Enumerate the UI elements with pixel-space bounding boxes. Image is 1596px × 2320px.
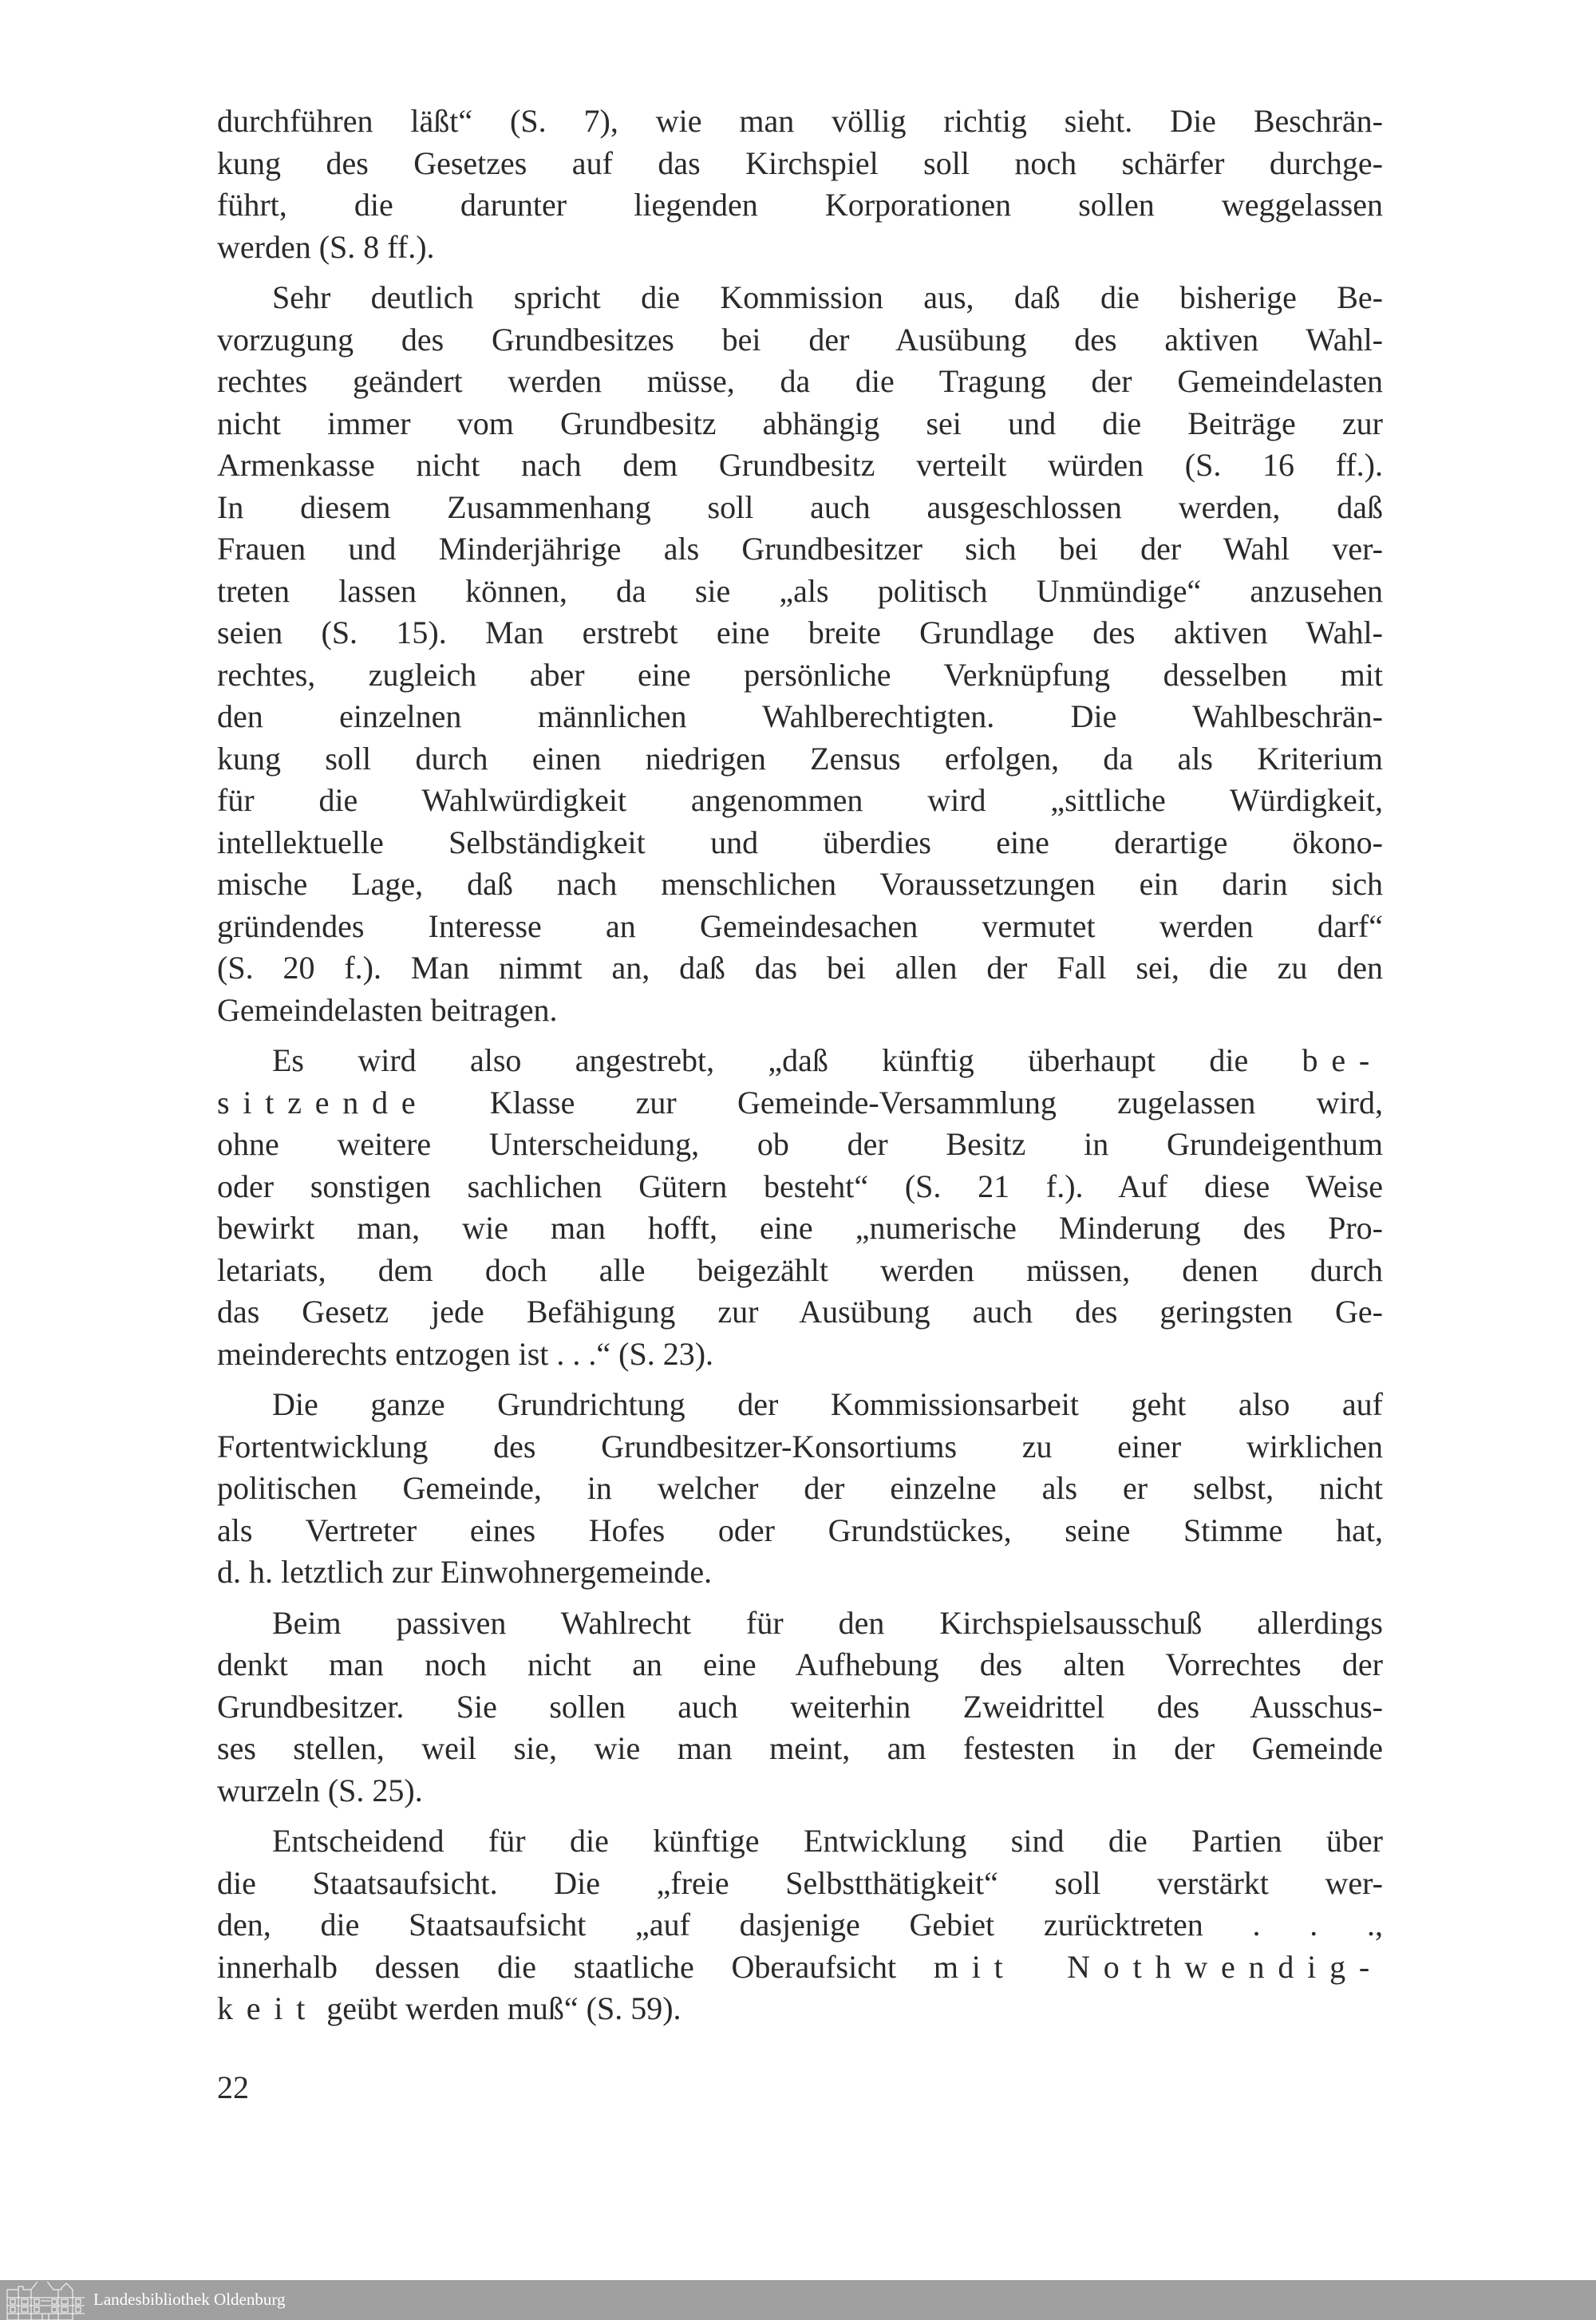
text-line [217, 1384, 1383, 1426]
text-segment: den, die Staatsaufsicht „auf dasjenige Gebiet zurücktreten . . ., [217, 1907, 1383, 1943]
text-segment: seien (S. 15). Man erstrebt eine breite Grundlage des aktiven Wahl- [217, 615, 1383, 650]
text-line [217, 1291, 1383, 1334]
text-line [217, 1166, 1383, 1208]
text-segment: Entscheidend für die künftige Entwicklung sind die Partien über [272, 1823, 1383, 1859]
text-line [217, 1770, 1383, 1812]
text-segment: durchführen läßt“ (S. 7), wie man völlig richtig sieht. Die Beschrän- [217, 103, 1383, 139]
text-segment: treten lassen können, da sie „als politisch Unmündige“ anzusehen [217, 572, 1383, 609]
text-line [217, 864, 1383, 906]
text-line [217, 184, 1383, 227]
text-line [217, 990, 1383, 1032]
paragraph [217, 1384, 1383, 1594]
text-segment: nicht immer vom Grundbesitz abhängig sei und die Beiträge zur [217, 405, 1383, 441]
text-segment: kung soll durch einen niedrigen Zensus erfolgen, da als Kriterium [217, 740, 1383, 777]
library-name: Landesbibliothek Oldenburg [93, 2290, 286, 2309]
text-segment: innerhalb dessen die staatliche Oberaufsicht [217, 1948, 934, 1985]
text-line [217, 906, 1383, 948]
text-segment: geübt werden muß“ (S. 59). [318, 1990, 681, 2026]
text-segment: Es wird also angestrebt, „daß künftig überhaupt die [272, 1042, 1302, 1078]
paragraph [217, 101, 1383, 268]
text-line [217, 1820, 1383, 1863]
text-line [217, 571, 1383, 613]
text-line [217, 1250, 1383, 1292]
letterspaced-emphasis: sitzende [217, 1084, 429, 1120]
letterspaced-emphasis: keit [217, 1990, 319, 2026]
text-line [217, 403, 1383, 445]
text-line [217, 1082, 1383, 1124]
text-segment: Die ganze Grundrichtung der Kommissionsarbeit geht also auf [272, 1386, 1383, 1422]
text-line [217, 947, 1383, 990]
text-line [217, 143, 1383, 185]
text-segment: In diesem Zusammenhang soll auch ausgeschlossen werden, daß [217, 488, 1383, 525]
text-line [217, 1124, 1383, 1166]
letterspaced-emphasis: be- [1302, 1042, 1383, 1078]
text-segment: werden (S. 8 ff.). [217, 228, 435, 265]
text-line [217, 780, 1383, 822]
text-line [217, 1686, 1383, 1729]
text-segment: ohne weitere Unterscheidung, ob der Besitz in Grundeigenthum [217, 1126, 1383, 1162]
text-segment: Klasse zur Gemeinde-Versammlung zugelassen wird, [429, 1084, 1383, 1120]
text-segment: den einzelnen männlichen Wahlberechtigten. Die Wahlbeschrän- [217, 698, 1383, 734]
library-building-icon [6, 2282, 86, 2320]
text-line [217, 1551, 1383, 1594]
text-segment: vorzugung des Grundbesitzes bei der Ausübung des aktiven Wahl- [217, 321, 1383, 358]
text-segment: Gemeindelasten beitragen. [217, 991, 558, 1028]
text-segment: rechtes geändert werden müsse, da die Tragung der Gemeindelasten [217, 363, 1383, 399]
text-segment: bewirkt man, wie man hofft, eine „numerische Minderung des Pro- [217, 1210, 1383, 1246]
text-segment: politischen Gemeinde, in welcher der einzelne als er selbst, nicht [217, 1470, 1383, 1506]
paragraph [217, 1040, 1383, 1375]
text-segment: führt, die darunter liegenden Korporationen sollen weggelassen [217, 187, 1383, 223]
text-segment: wurzeln (S. 25). [217, 1772, 423, 1808]
text-line [217, 445, 1383, 487]
text-segment: kung des Gesetzes auf das Kirchspiel soll noch schärfer durchge- [217, 144, 1383, 181]
text-segment: Grundbesitzer. Sie sollen auch weiterhin Zweidrittel des Ausschus- [217, 1688, 1383, 1725]
text-line [217, 487, 1383, 529]
text-segment: (S. 20 f.). Man nimmt an, daß das bei allen der Fall sei, die zu den [217, 950, 1383, 986]
text-segment: intellektuelle Selbständigkeit und überdies eine derartige ökono- [217, 824, 1383, 860]
text-segment: ses stellen, weil sie, wie man meint, am festesten in der Gemeinde [217, 1730, 1383, 1766]
text-line [217, 612, 1383, 654]
text-line [217, 1988, 1383, 2030]
text-segment: Frauen und Minderjährige als Grundbesitzer sich bei der Wahl ver- [217, 531, 1383, 567]
text-segment: für die Wahlwürdigkeit angenommen wird „sittliche Würdigkeit, [217, 782, 1383, 818]
text-segment: mische Lage, daß nach menschlichen Voraussetzungen ein darin sich [217, 866, 1383, 902]
text-segment: Sehr deutlich spricht die Kommission aus, daß die bisherige Be- [272, 279, 1383, 315]
text-line [217, 1040, 1383, 1082]
text-segment: Beim passiven Wahlrecht für den Kirchspielsausschuß allerdings [272, 1604, 1383, 1641]
text-segment: oder sonstigen sachlichen Gütern besteht“ (S. 21 f.). Auf diese Weise [217, 1168, 1383, 1204]
text-segment: meinderechts entzogen ist . . .“ (S. 23). [217, 1335, 714, 1372]
text-segment: d. h. letztlich zur Einwohnergemeinde. [217, 1554, 713, 1590]
text-segment: letariats, dem doch alle beigezählt werden müssen, denen durch [217, 1251, 1383, 1288]
text-segment: die Staatsaufsicht. Die „freie Selbstthätigkeit“ soll verstärkt wer- [217, 1864, 1383, 1901]
text-segment: denkt man noch nicht an eine Aufhebung des alten Vorrechtes der [217, 1646, 1383, 1682]
text-segment: das Gesetz jede Befähigung zur Ausübung auch des geringsten Ge- [217, 1294, 1383, 1330]
paragraph [217, 1820, 1383, 2030]
text-line [217, 822, 1383, 864]
paragraph [217, 1603, 1383, 1812]
text-segment: als Vertreter eines Hofes oder Grundstückes, seine Stimme hat, [217, 1512, 1383, 1548]
text-line [217, 1334, 1383, 1376]
text-segment: gründendes Interesse an Gemeindesachen vermutet werden darf“ [217, 907, 1383, 944]
text-line [217, 1863, 1383, 1905]
document-body [217, 101, 1383, 2039]
text-segment: Armenkasse nicht nach dem Grundbesitz verteilt würden (S. 16 ff.). [217, 447, 1383, 483]
text-line [217, 1426, 1383, 1468]
text-line [217, 1603, 1383, 1645]
paragraph [217, 277, 1383, 1031]
text-line [217, 1510, 1383, 1552]
text-line [217, 1947, 1383, 1989]
text-line [217, 696, 1383, 738]
page-number: 22 [217, 2069, 249, 2105]
text-line [217, 528, 1383, 571]
text-line [217, 1207, 1383, 1250]
text-line [217, 1904, 1383, 1947]
text-line [217, 319, 1383, 362]
text-line [217, 227, 1383, 269]
text-line [217, 361, 1383, 403]
text-line [217, 277, 1383, 319]
text-line [217, 1728, 1383, 1770]
text-line [217, 1644, 1383, 1686]
letterspaced-emphasis: mit Nothwendig- [933, 1948, 1383, 1985]
text-line [217, 1468, 1383, 1510]
text-line [217, 101, 1383, 143]
text-segment: rechtes, zugleich aber eine persönliche Verknüpfung desselben mit [217, 656, 1383, 693]
text-segment: Fortentwicklung des Grundbesitzer-Konsortiums zu einer wirklichen [217, 1428, 1383, 1464]
text-line [217, 738, 1383, 781]
text-line [217, 654, 1383, 697]
footer-bar [0, 2280, 1596, 2320]
